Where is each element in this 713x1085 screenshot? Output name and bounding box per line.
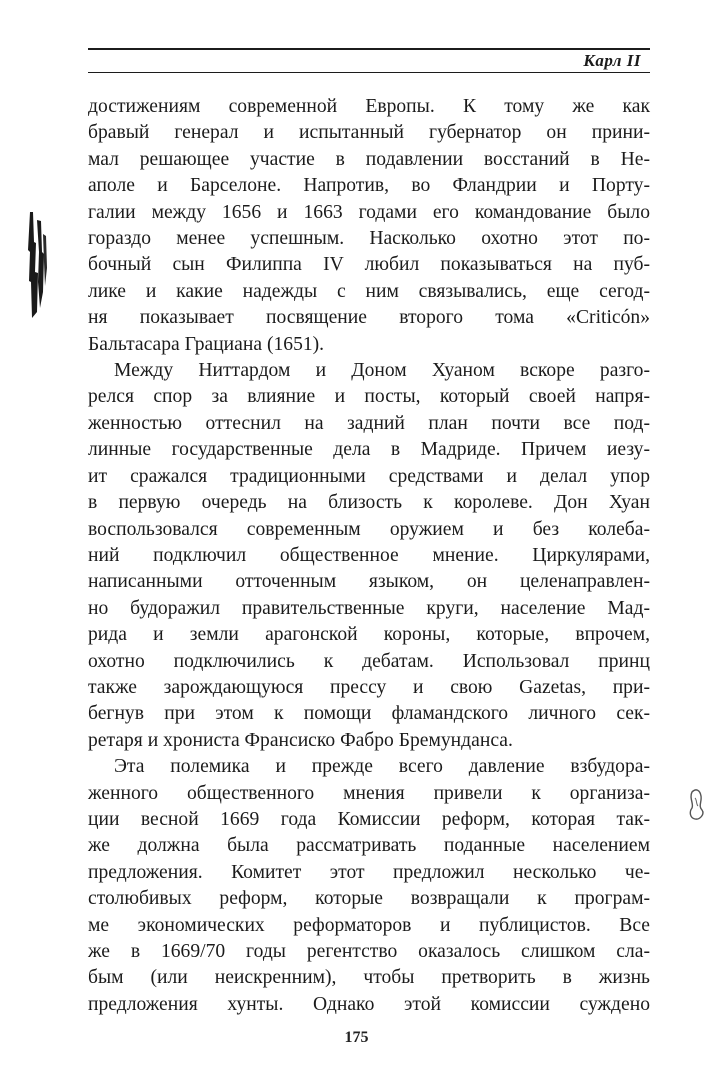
text-line: в первую очередь на близость к королеве. Дон Хуан: [88, 492, 650, 514]
text-line: предложения. Комитет этот предложил несколько че-: [88, 861, 650, 883]
text-line: женного общественного мнения привели к организа-: [88, 782, 650, 804]
text-line: столюбивых реформ, которые возвращали к програм-: [88, 888, 650, 910]
text-line: аполе и Барселоне. Напротив, во Фландрии и Порту-: [88, 175, 650, 197]
text-line: рида и земли арагонской короны, которые, впрочем,: [88, 624, 650, 646]
text-line: также зарождающуюся прессу и свою Gazetas, при-: [88, 676, 650, 698]
text-line: релся спор за влияние и посты, который своей напря-: [88, 386, 650, 408]
text-line: воспользовался современным оружием и без колеба-: [88, 518, 650, 540]
text-line: ня показывает посвящение второго тома «Criticón»: [88, 307, 650, 329]
header-rule-top: [88, 48, 650, 50]
text-line: ции весной 1669 года Комиссии реформ, которая так-: [88, 808, 650, 830]
text-line: лике и какие надежды с ним связывались, еще сегод-: [88, 280, 650, 302]
text-line: мал решающее участие в подавлении восстаний в Не-: [88, 148, 650, 170]
page-number: 175: [344, 1029, 369, 1046]
text-line: гораздо менее успешным. Насколько охотно этот по-: [88, 228, 650, 250]
header-rule-bottom: [88, 72, 650, 73]
text-line: ит сражался традиционными средствами и делал упор: [88, 465, 650, 487]
margin-scan-mark: [22, 212, 50, 318]
text-line: женностью оттеснил на задний план почти все под-: [88, 412, 650, 434]
text-line: бочный сын Филиппа IV любил показываться на пуб-: [88, 254, 650, 276]
paragraph-first-line: Эта полемика и прежде всего давление взбудора-: [114, 756, 650, 778]
text-line: достижениям современной Европы. К тому же как: [88, 96, 650, 117]
text-line: ний подключил общественное мнение. Циркулярами,: [88, 544, 650, 566]
text-line: бегнув при этом к помощи фламандского личного сек-: [88, 703, 650, 725]
paragraph-first-line: Между Ниттардом и Доном Хуаном вскоре разго-: [114, 360, 650, 382]
text-line: охотно подключились к дебатам. Использовал принц: [88, 650, 650, 672]
running-head-title: Карл II: [583, 51, 641, 70]
text-line: галии между 1656 и 1663 годами его командование было: [88, 201, 650, 223]
text-line: же должна была рассматривать поданные населением: [88, 835, 650, 857]
text-line: же в 1669/70 годы регентство оказалось слишком сла-: [88, 941, 650, 962]
text-line: бым (или неискренним), чтобы претворить в жизнь: [88, 967, 650, 989]
text-line: линные государственные дела в Мадриде. Причем иезу-: [88, 439, 650, 461]
text-line: предложения хунты. Однако этой комиссии суждено: [88, 993, 650, 1015]
margin-smudge-mark: [686, 786, 708, 826]
text-line: но будоражил правительственные круги, население Мад-: [88, 597, 650, 619]
text-line: написанными отточенным языком, он целенаправлен-: [88, 571, 650, 593]
paragraph-end-line: Бальтасара Грациана (1651).: [88, 333, 325, 355]
body-text: [88, 94, 650, 1018]
paragraph-end-line: ретаря и хрониста Франсиско Фабро Бремунданса.: [88, 729, 513, 751]
text-line: ме экономических реформаторов и публицистов. Все: [88, 914, 650, 936]
text-line: бравый генерал и испытанный губернатор он прини-: [88, 122, 650, 144]
